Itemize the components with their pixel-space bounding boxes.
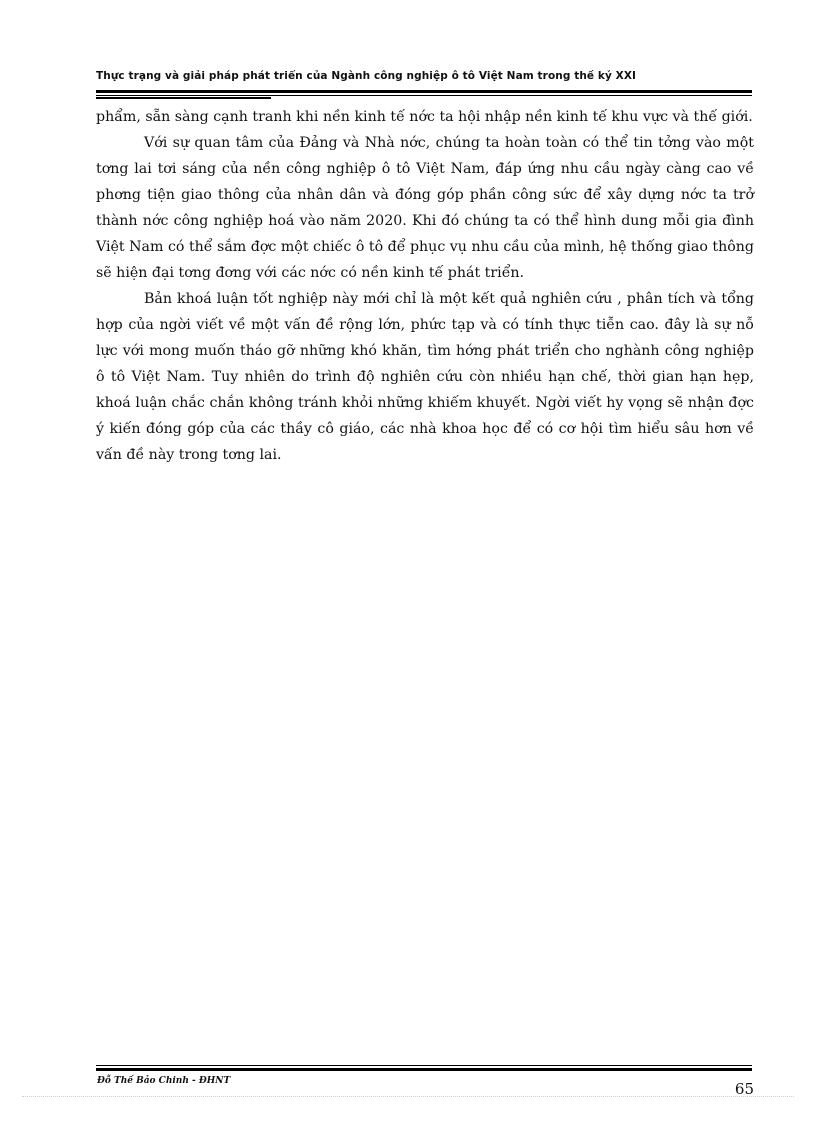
page-number: 65	[734, 1080, 754, 1098]
page-bottom-dotted-edge	[22, 1096, 794, 1097]
header-rule-thick	[96, 90, 752, 93]
header-rule-short	[96, 97, 271, 99]
footer-author: Đỗ Thế Bảo Chinh - ĐHNT	[97, 1076, 231, 1086]
header-rule-thin	[96, 95, 752, 96]
footer-rule-thin	[96, 1065, 752, 1066]
running-header-title: Thực trạng và giải pháp phát triển của Ngành công nghiệp ô tô Việt Nam trong thế kỷ XXI	[96, 70, 637, 82]
body-text	[96, 104, 754, 468]
paragraph-outlook: Với sự quan tâm của Đảng và Nhà nớc, chúng ta hoàn toàn có thể tin tởng vào một tơng lai tơi sáng của nền công nghiệp ô tô Việt Nam, đáp ứng nhu cầu ngày càng cao về phơng tiện giao thông của nhân dân và đóng góp phần công sức để xây dựng nớc ta trở thành nớc công nghiệp hoá vào năm 2020. Khi đó chúng ta có thể hình dung mỗi gia đình Việt Nam có thể sắm đợc một chiếc ô tô để phục vụ nhu cầu của mình, hệ thống giao thông sẽ hiện đại tơng đơng với các nớc có nền kinh tế phát triển.	[96, 135, 755, 281]
footer-rule-thick	[96, 1068, 752, 1071]
paragraph-conclusion: Bản khoá luận tốt nghiệp này mới chỉ là một kết quả nghiên cứu , phân tích và tổng hợp của ngời viết về một vấn đề rộng lớn, phức tạp và có tính thực tiễn cao. đây là sự nỗ lực với mong muốn tháo gỡ những khó khăn, tìm hớng phát triển cho nghành công nghiệp ô tô Việt Nam. Tuy nhiên do trình độ nghiên cứu còn nhiều hạn chế, thời gian hạn hẹp, khoá luận chắc chắn không tránh khỏi những khiếm khuyết. Ngời viết hy vọng sẽ nhận đợc ý kiến đóng góp của các thầy cô giáo, các nhà khoa học để có cơ hội tìm hiểu sâu hơn về vấn đề này trong tơng lai.	[96, 291, 754, 463]
paragraph-continuation: phẩm, sẵn sàng cạnh tranh khi nền kinh tế nớc ta hội nhập nền kinh tế khu vực và thế giới.	[96, 109, 753, 125]
